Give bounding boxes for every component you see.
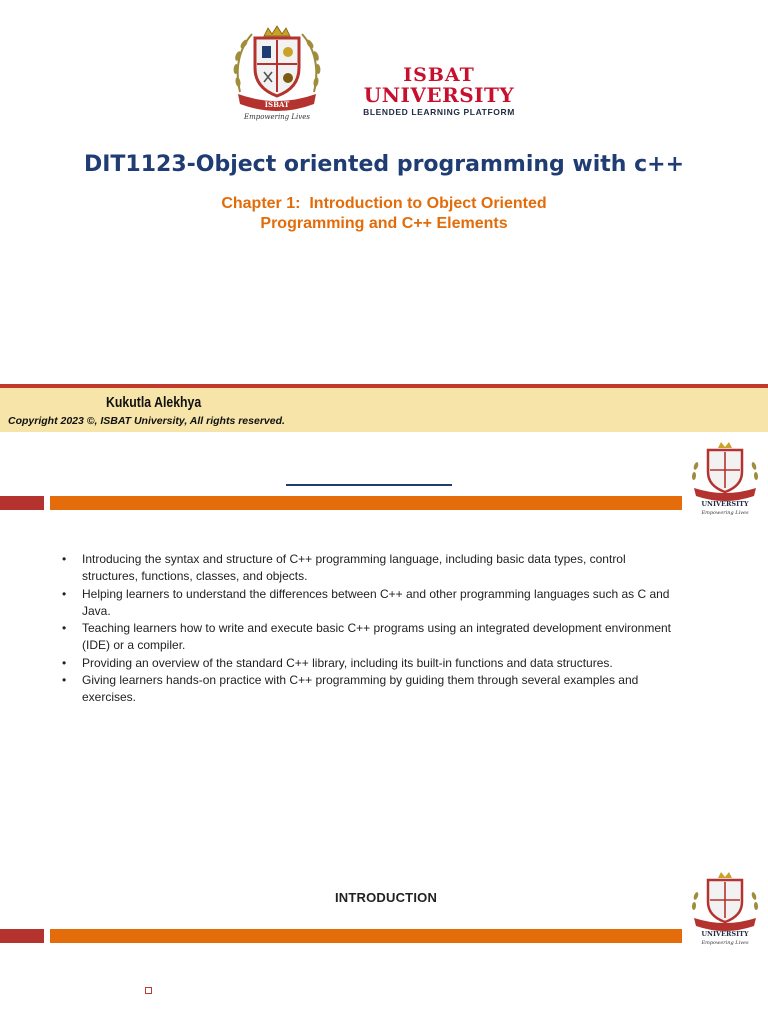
header-bar-orange <box>50 496 682 510</box>
isbat-side-logo-icon <box>686 440 764 516</box>
header-bar-red <box>0 929 44 943</box>
isbat-side-logo-icon <box>686 870 764 946</box>
list-item: • Giving learners hands-on practice with C++ programming by guiding them through several examples and exercises. <box>62 672 682 707</box>
svg-text:ISBAT: ISBAT <box>264 100 290 109</box>
list-item: • Helping learners to understand the differences between C++ and other programming languages such as C and Java. <box>62 586 682 621</box>
svg-text:Empowering Lives: Empowering Lives <box>701 940 749 946</box>
footer-band <box>0 388 768 432</box>
chapter-line-1: Chapter 1: Introduction to Object Oriented <box>221 195 547 212</box>
svg-text:Empowering Lives: Empowering Lives <box>244 113 310 121</box>
objectives-slide <box>0 432 768 842</box>
title-slide <box>0 0 768 432</box>
author-name: Kukutla Alekhya <box>106 394 202 411</box>
svg-text:Empowering Lives: Empowering Lives <box>701 510 749 516</box>
list-item: • Introducing the syntax and structure of C++ programming language, including basic data types, control structures, functions, classes, and objects. <box>62 551 682 586</box>
introduction-slide <box>0 842 768 1024</box>
course-title: DIT1123-Object oriented programming with c++ <box>83 152 685 177</box>
objectives-list <box>62 551 682 707</box>
introduction-title: INTRODUCTION <box>334 890 438 905</box>
bullet-square-icon <box>145 987 152 994</box>
brand-tagline: BLENDED LEARNING PLATFORM <box>363 107 515 117</box>
svg-text:UNIVERSITY: UNIVERSITY <box>701 500 749 508</box>
brand-name-line1: ISBAT <box>403 64 475 86</box>
slide-title-underline <box>286 484 452 486</box>
isbat-crest-icon <box>222 22 332 122</box>
svg-text:UNIVERSITY: UNIVERSITY <box>701 930 749 938</box>
header-bar-red <box>0 496 44 510</box>
brand-wordmark <box>344 66 534 117</box>
chapter-heading <box>0 194 768 234</box>
copyright-notice: Copyright 2023 ©, ISBAT University, All rights reserved. <box>8 415 285 427</box>
brand-name-line2: UNIVERSITY <box>363 83 515 107</box>
list-item: • Providing an overview of the standard C++ library, including its built-in functions and data structures. <box>62 655 682 672</box>
isbat-logo <box>222 22 534 122</box>
header-bar-orange <box>50 929 682 943</box>
chapter-line-2: Programming and C++ Elements <box>260 215 508 232</box>
list-item: • Teaching learners how to write and execute basic C++ programs using an integrated development environment (IDE) or a compiler. <box>62 620 682 655</box>
